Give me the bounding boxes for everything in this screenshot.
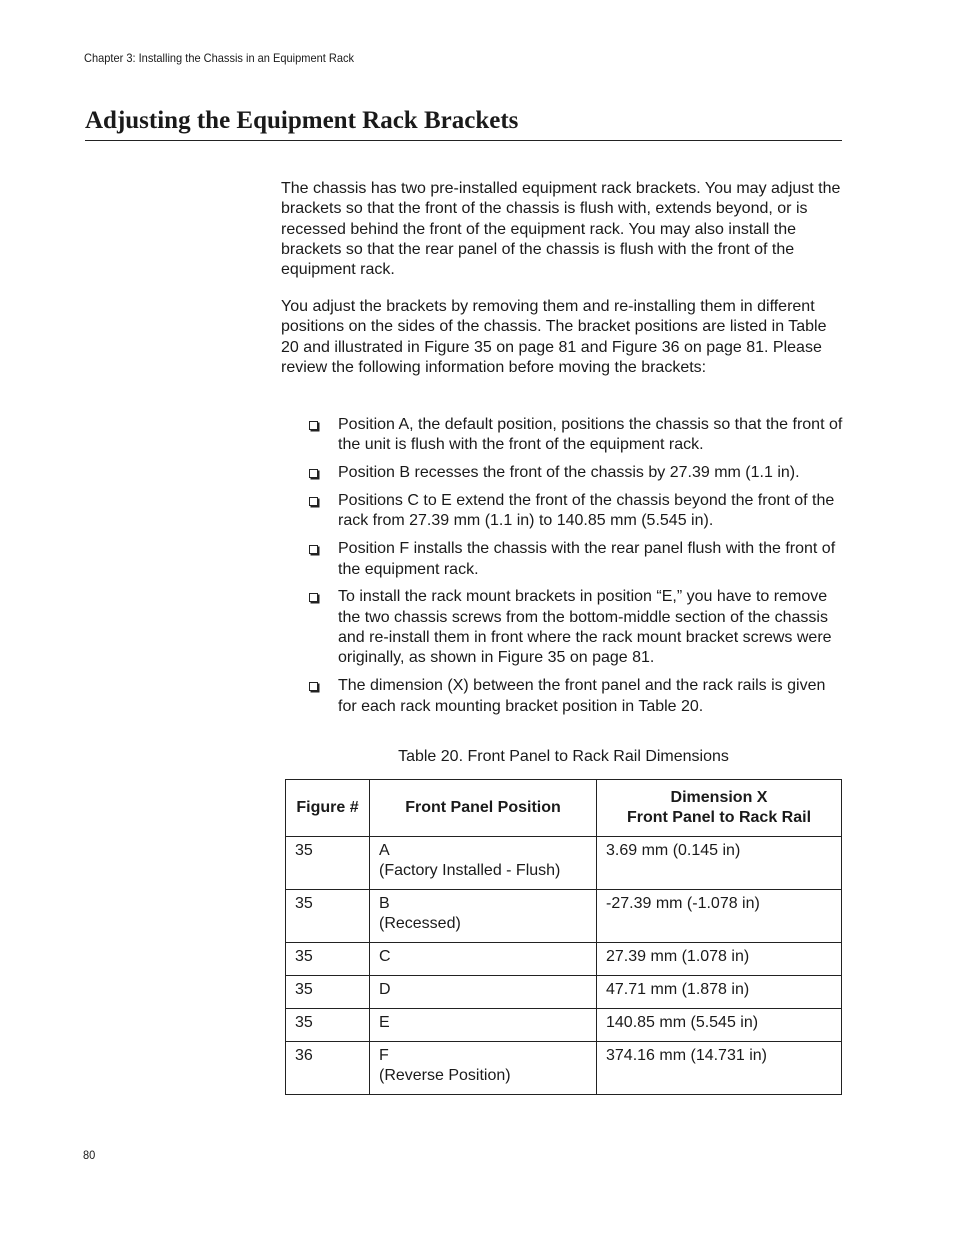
running-header: Chapter 3: Installing the Chassis in an Equipment Rack	[84, 51, 355, 65]
position-note: (Reverse Position)	[379, 1067, 511, 1085]
list-item	[307, 463, 847, 483]
table-row	[286, 837, 842, 890]
list-item-text: Position F installs the chassis with the rear panel flush with the front of the equipment rack.	[338, 540, 836, 578]
cell-dimension: 3.69 mm (0.145 in)	[597, 837, 842, 890]
list-item	[307, 587, 847, 668]
table-row	[286, 1009, 842, 1042]
table-row	[286, 890, 842, 943]
header-figure: Figure #	[286, 780, 370, 837]
cell-figure: 36	[286, 1042, 370, 1095]
list-item	[307, 415, 847, 456]
checkbox-bullet-icon	[309, 469, 318, 478]
list-item	[307, 491, 847, 532]
checkbox-bullet-icon	[309, 682, 318, 691]
cell-dimension: 140.85 mm (5.545 in)	[597, 1009, 842, 1042]
cell-dimension: 47.71 mm (1.878 in)	[597, 976, 842, 1009]
section-title: Adjusting the Equipment Rack Brackets	[85, 106, 842, 141]
list-item-text: Position B recesses the front of the chassis by 27.39 mm (1.1 in).	[338, 464, 800, 482]
header-dimension	[597, 780, 842, 837]
cell-dimension: -27.39 mm (-1.078 in)	[597, 890, 842, 943]
position-letter: A	[379, 842, 390, 859]
table-row	[286, 943, 842, 976]
table-row	[286, 1042, 842, 1095]
header-position: Front Panel Position	[370, 780, 597, 837]
cell-figure: 35	[286, 1009, 370, 1042]
position-letter: F	[379, 1047, 389, 1064]
checkbox-bullet-icon	[309, 593, 318, 602]
header-dimension-line1: Dimension X	[670, 788, 768, 806]
dimensions-table	[285, 779, 842, 1095]
list-item-text: Positions C to E extend the front of the chassis beyond the front of the rack from 27.39 mm (1.1 in) to 140.85 mm (5.545 in).	[338, 492, 835, 530]
table-row	[286, 976, 842, 1009]
cell-figure: 35	[286, 943, 370, 976]
position-note: (Factory Installed - Flush)	[379, 862, 561, 880]
cell-position	[370, 837, 597, 890]
position-letter: B	[379, 895, 390, 912]
cell-figure: 35	[286, 890, 370, 943]
cell-position: D	[370, 976, 597, 1009]
list-item	[307, 539, 847, 580]
list-item-text: Position A, the default position, positions the chassis so that the front of the unit is flush with the front of the equipment rack.	[338, 416, 843, 454]
checkbox-bullet-icon	[309, 497, 318, 506]
cell-figure: 35	[286, 976, 370, 1009]
cell-dimension: 374.16 mm (14.731 in)	[597, 1042, 842, 1095]
cell-figure: 35	[286, 837, 370, 890]
cell-dimension: 27.39 mm (1.078 in)	[597, 943, 842, 976]
list-item-text: To install the rack mount brackets in position “E,” you have to remove the two chassis screws from the bottom-middle section of the chassis and re-install them in front where the rack mount bracket screws were originally, as shown in Figure 35 on page 81.	[338, 588, 832, 667]
table-header-row	[286, 780, 842, 837]
bracket-position-list	[307, 415, 847, 724]
table-caption: Table 20. Front Panel to Rack Rail Dimensions	[398, 748, 729, 765]
instructions-paragraph: You adjust the brackets by removing them and re-installing them in different positions on the sides of the chassis. The bracket positions are listed in Table 20 and illustrated in Figure 35 on page 81 and Figure 36 on page 81. Please review the following information before moving the brackets:	[281, 298, 827, 376]
cell-position: E	[370, 1009, 597, 1042]
checkbox-bullet-icon	[309, 545, 318, 554]
cell-position	[370, 1042, 597, 1095]
cell-position	[370, 890, 597, 943]
intro-paragraph: The chassis has two pre-installed equipment rack brackets. You may adjust the brackets so that the front of the chassis is flush with, extends beyond, or is recessed behind the front of the equipment rack. You may also install the brackets so that the rear panel of the chassis is flush with the front of the equipment rack.	[281, 180, 841, 279]
checkbox-bullet-icon	[309, 421, 318, 430]
page-number: 80	[83, 1148, 96, 1162]
list-item-text: The dimension (X) between the front panel and the rack rails is given for each rack mounting bracket position in Table 20.	[338, 677, 826, 715]
position-note: (Recessed)	[379, 915, 461, 933]
header-dimension-line2: Front Panel to Rack Rail	[626, 809, 812, 826]
cell-position: C	[370, 943, 597, 976]
list-item	[307, 676, 847, 717]
